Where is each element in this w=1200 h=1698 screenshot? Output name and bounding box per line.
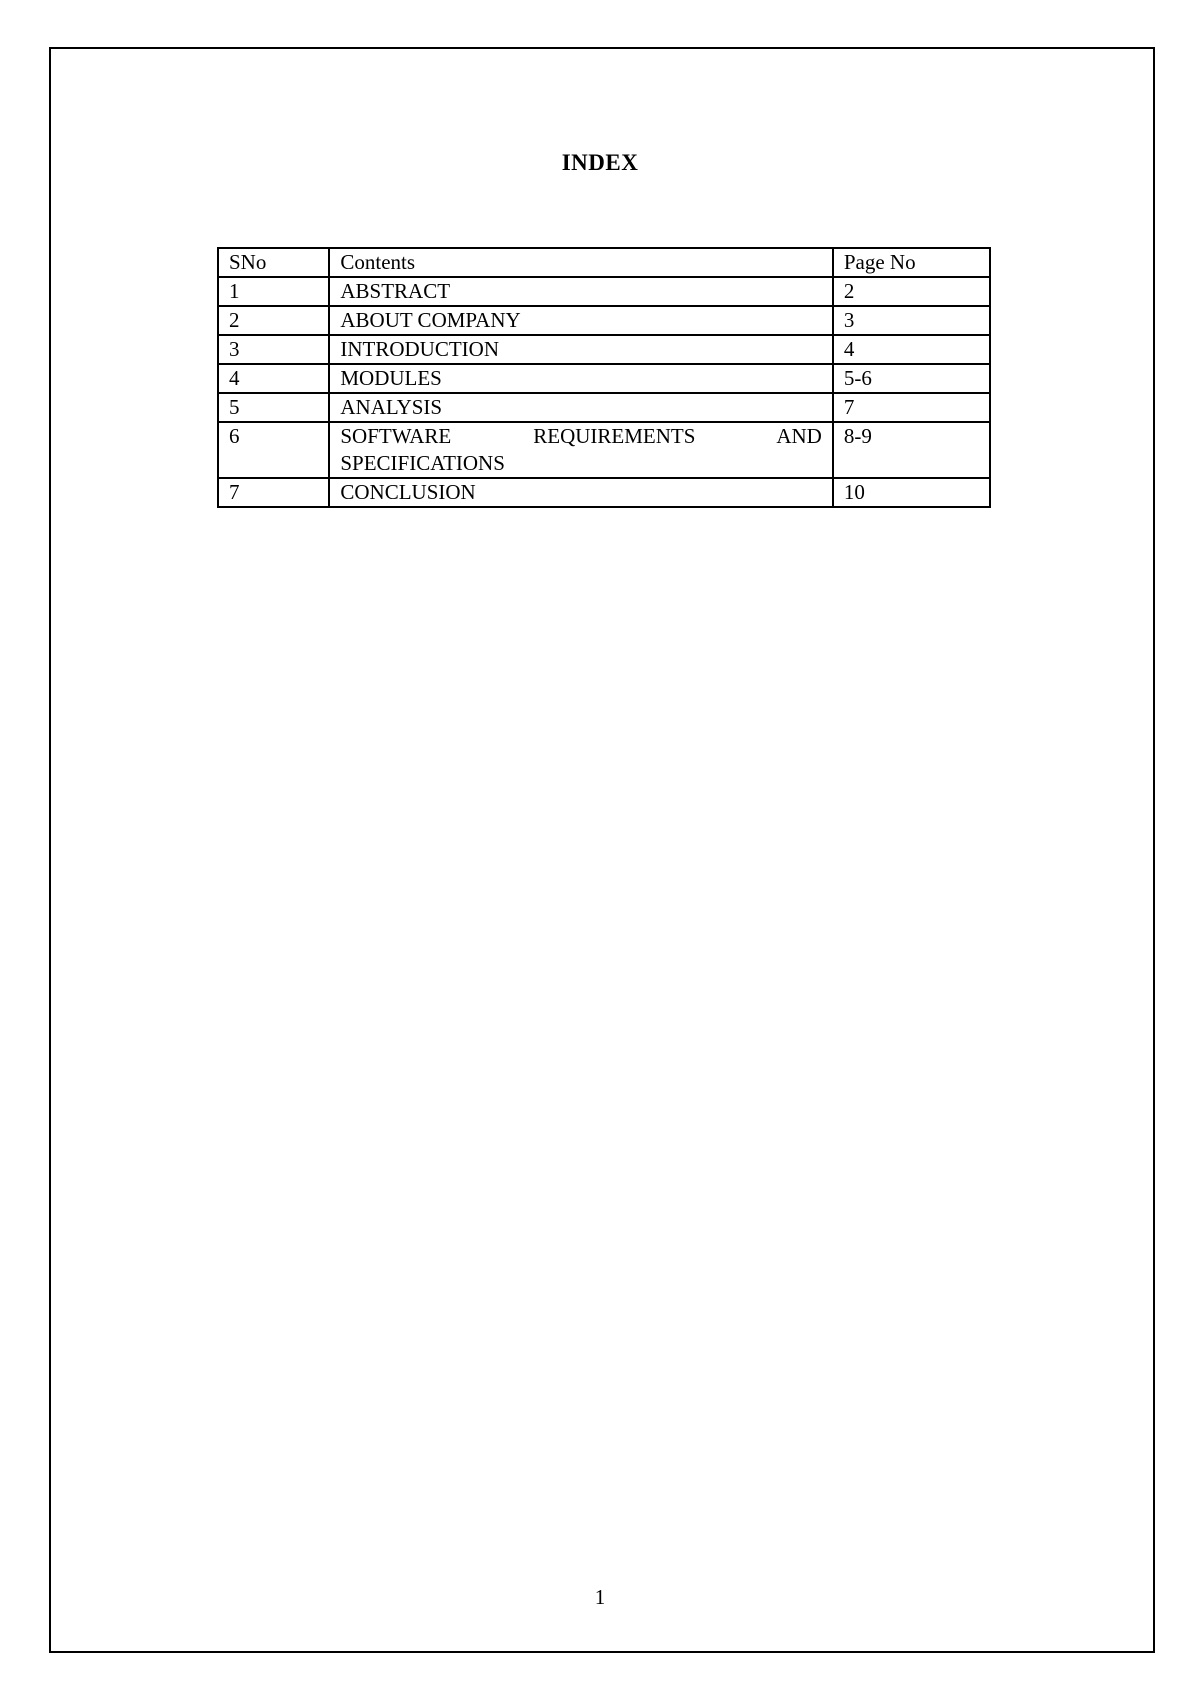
- index-table: [217, 247, 991, 508]
- row-page: 4: [833, 335, 990, 364]
- row-contents: INTRODUCTION: [329, 335, 832, 364]
- row-page: 10: [833, 478, 990, 507]
- row-sno: 6: [218, 422, 329, 478]
- row-page: 2: [833, 277, 990, 306]
- table-row: [218, 364, 990, 393]
- row-contents: CONCLUSION: [329, 478, 832, 507]
- row-contents: ABOUT COMPANY: [329, 306, 832, 335]
- table-row: [218, 478, 990, 507]
- table-row: [218, 335, 990, 364]
- row-page: 8-9: [833, 422, 990, 478]
- row-sno: 4: [218, 364, 329, 393]
- page-number: 1: [594, 1585, 606, 1609]
- table-row: [218, 277, 990, 306]
- table-row: [218, 306, 990, 335]
- header-sno: SNo: [218, 248, 329, 277]
- row-page: 3: [833, 306, 990, 335]
- row-sno: 7: [218, 478, 329, 507]
- row-contents: SOFTWARE REQUIREMENTS AND SPECIFICATIONS: [329, 422, 832, 478]
- header-contents: Contents: [329, 248, 832, 277]
- row-sno: 3: [218, 335, 329, 364]
- row-sno: 2: [218, 306, 329, 335]
- row-page: 7: [833, 393, 990, 422]
- row-sno: 1: [218, 277, 329, 306]
- table-row: [218, 422, 990, 478]
- row-contents: ANALYSIS: [329, 393, 832, 422]
- row-contents: MODULES: [329, 364, 832, 393]
- page-title: INDEX: [561, 150, 639, 175]
- row-sno: 5: [218, 393, 329, 422]
- header-page-no: Page No: [833, 248, 990, 277]
- table-row: [218, 393, 990, 422]
- table-header-row: [218, 248, 990, 277]
- row-page: 5-6: [833, 364, 990, 393]
- row-contents: ABSTRACT: [329, 277, 832, 306]
